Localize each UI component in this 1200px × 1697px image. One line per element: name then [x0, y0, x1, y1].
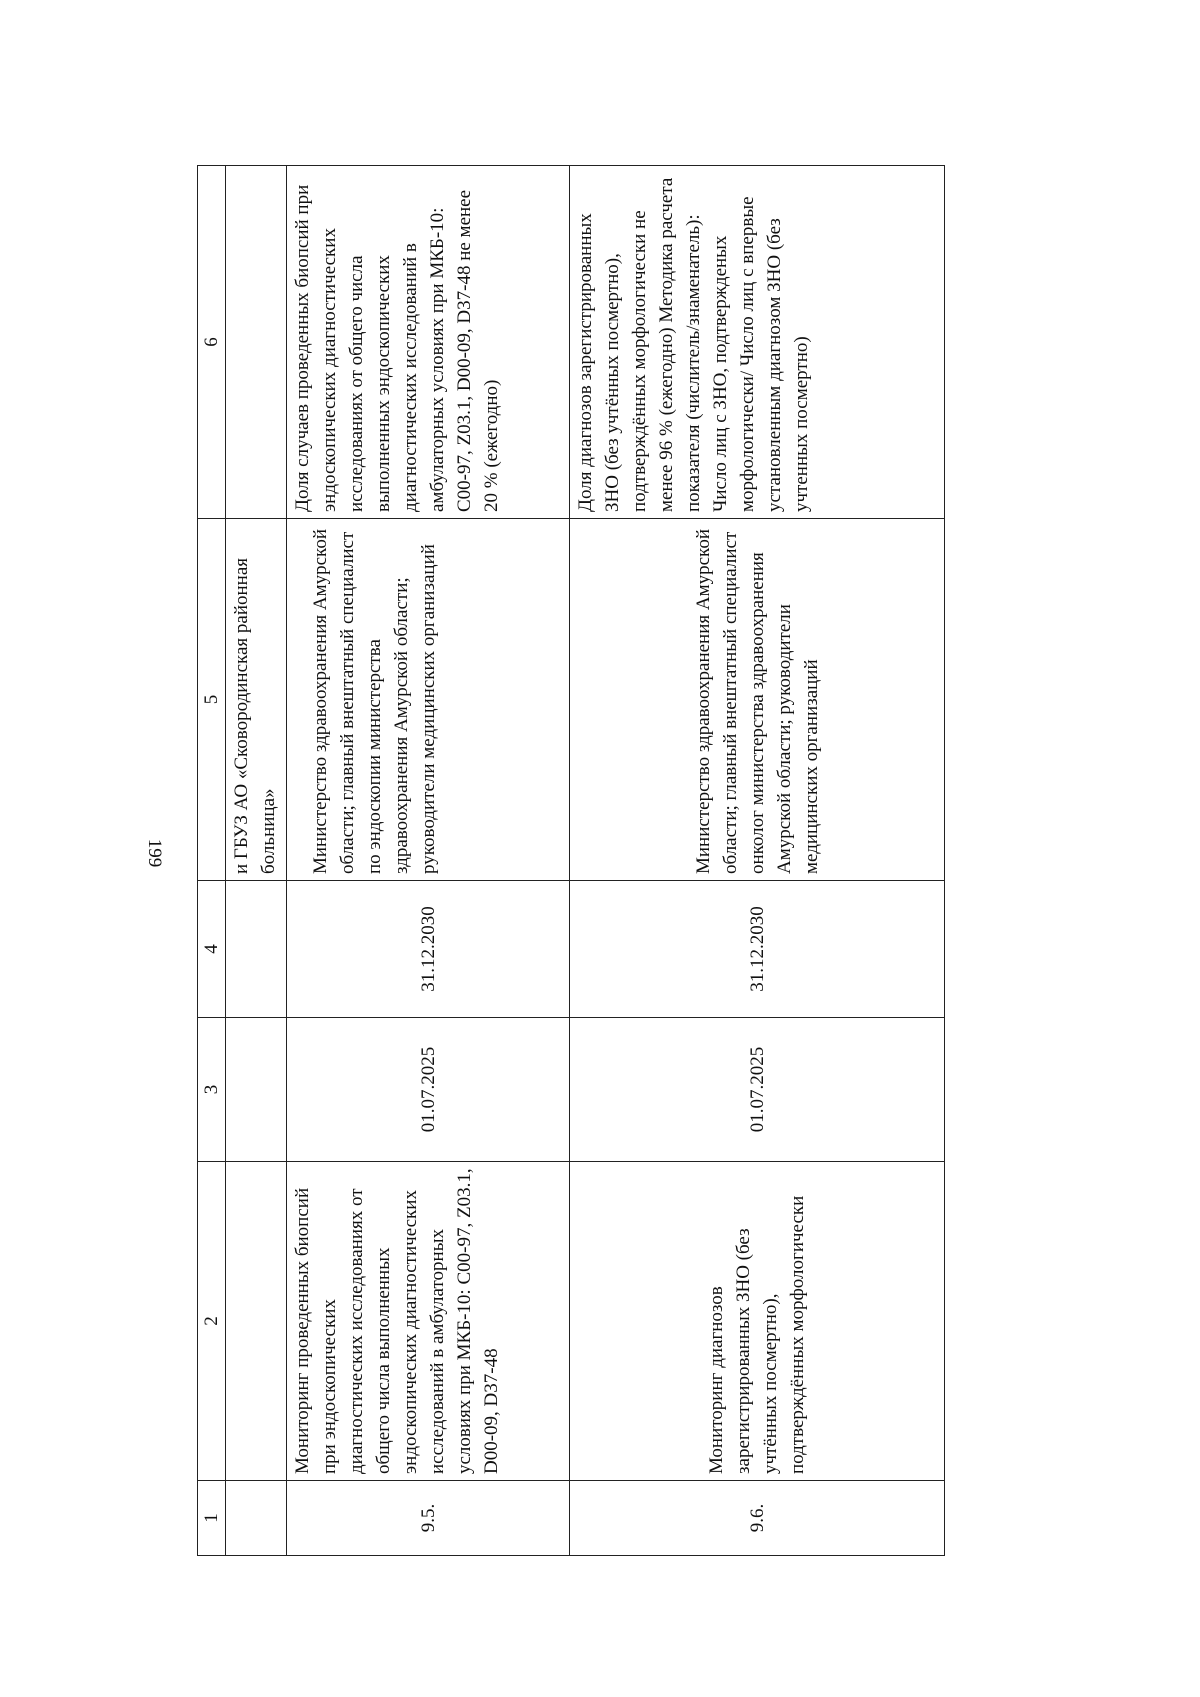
- continuation-cell-empty: [226, 1018, 287, 1162]
- header-cell-6: 6: [198, 166, 226, 519]
- continuation-responsible: и ГБУЗ АО «Сковородинская районная больница»: [226, 519, 287, 881]
- end-date: 31.12.2030: [287, 881, 570, 1018]
- header-cell-2: 2: [198, 1162, 226, 1481]
- continuation-cell-empty: [226, 1162, 287, 1481]
- continuation-cell-empty: [226, 166, 287, 519]
- responsible-text: Министерство здравоохранения Амурской области; главный внештатный специалист по эндоскопии министерства здравоохранения Амурской области; руководители медицинских организаций: [287, 519, 570, 881]
- row-number: 9.6.: [570, 1481, 945, 1556]
- indicator-text: Доля случаев проведенных биопсий при эндоскопических диагностических исследованиях от общего числа выполненных эндоскопических диагностических исследований в амбулаторных условиях при МКБ-10: C00-97, Z03.1, D00-09, D37-48 не менее 20 % (ежегодно): [287, 166, 570, 519]
- table-row: [287, 166, 570, 1556]
- header-cell-1: 1: [198, 1481, 226, 1556]
- indicator-text: Доля диагнозов зарегистрированных ЗНО (без учтённых посмертно), подтверждённых морфологически не менее 96 % (ежегодно) Методика расчета показателя (числитель/знаменатель): Число лиц с ЗНО, подтвержденых морфологически/ Число лиц с впервые установленным диагнозом ЗНО (без учтенных посмертно): [570, 166, 945, 519]
- start-date: 01.07.2025: [287, 1018, 570, 1162]
- continuation-cell-empty: [226, 1481, 287, 1556]
- end-date: 31.12.2030: [570, 881, 945, 1018]
- continuation-cell-empty: [226, 881, 287, 1018]
- table-row: [570, 166, 945, 1556]
- plan-table-rotated: [197, 166, 917, 1556]
- header-cell-4: 4: [198, 881, 226, 1018]
- measure-text: Мониторинг диагнозов зарегистрированных ЗНО (без учтённых посмертно), подтверждённых морфологически: [570, 1162, 945, 1481]
- measure-text: Мониторинг проведенных биопсий при эндоскопических диагностических исследованиях от общего числа выполненных эндоскопических диагностических исследований в амбулаторных условиях при МКБ-10: C00-97, Z03.1, D00-09, D37-48: [287, 1162, 570, 1481]
- responsible-text: Министерство здравоохранения Амурской области; главный внештатный специалист онколог министерства здравоохранения Амурской области; руководители медицинских организаций: [570, 519, 945, 881]
- header-row: [198, 166, 226, 1556]
- header-cell-5: 5: [198, 519, 226, 881]
- page-number: 199: [144, 838, 165, 868]
- plan-table: [197, 165, 945, 1556]
- header-cell-3: 3: [198, 1018, 226, 1162]
- continuation-row: [226, 166, 287, 1556]
- row-number: 9.5.: [287, 1481, 570, 1556]
- start-date: 01.07.2025: [570, 1018, 945, 1162]
